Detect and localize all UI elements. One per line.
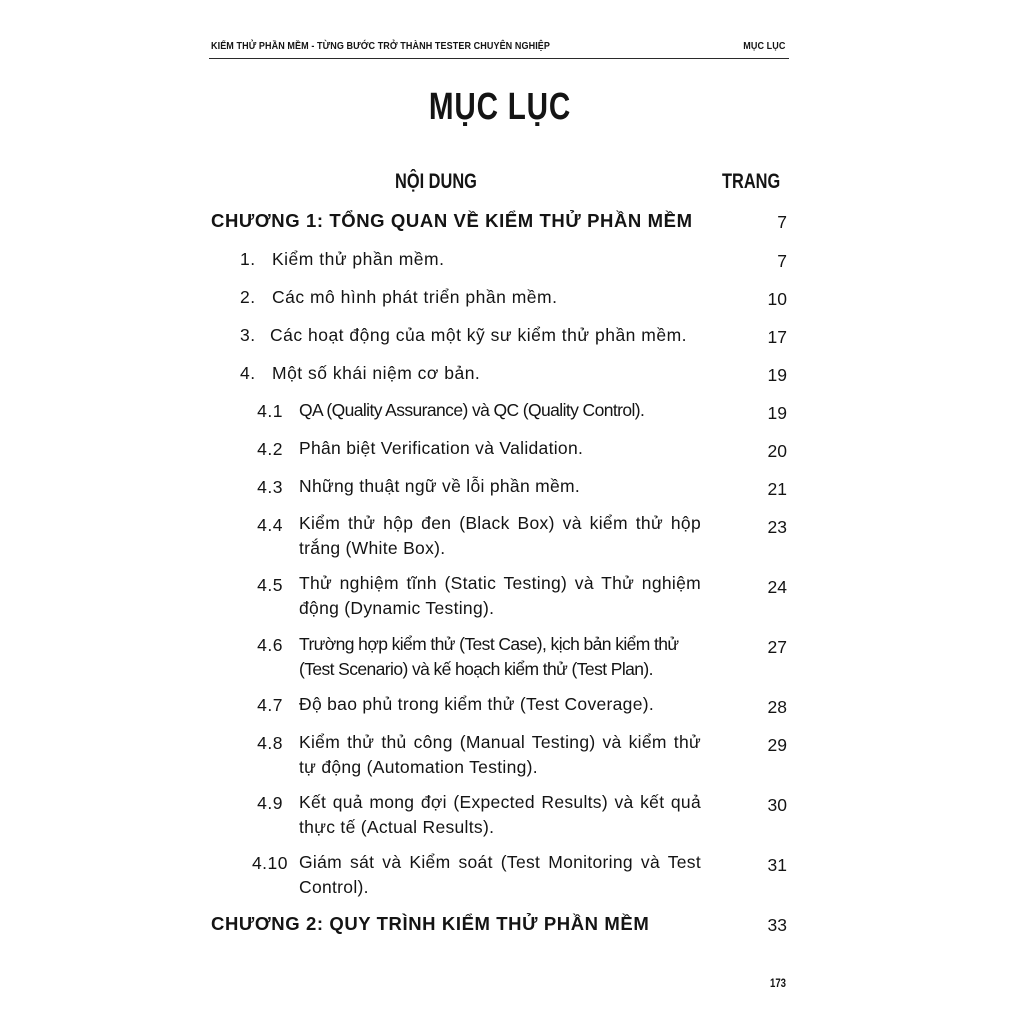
column-head-content: NỘI DUNG [395,170,477,193]
subitem-page: 23 [767,517,787,537]
subitem-number: 4.9 [257,793,283,813]
subitem-page: 29 [767,735,787,755]
subitem-text: Kiểm thử thủ công (Manual Testing) và kiểm thử tự động (Automation Testing). [299,732,701,777]
item-text: Các mô hình phát triển phần mềm. [272,287,558,307]
subitem-number: 4.2 [257,439,283,459]
subitem-number: 4.7 [257,695,283,715]
subitem-page: 21 [767,479,787,499]
running-header-section: MỤC LỤC [743,40,786,52]
item-text: Các hoạt động của một kỹ sư kiểm thử phần mềm. [270,325,688,345]
subitem-text: Trường hợp kiểm thử (Test Case), kịch bản kiểm thử (Test Scenario) và kế hoạch kiểm thử (Test Plan). [299,634,679,679]
subitem-text: Thử nghiệm tĩnh (Static Testing) và Thử nghiệm động (Dynamic Testing). [299,573,701,618]
item-number: 1. [240,249,256,269]
item-page: 7 [777,251,787,271]
header-divider [209,58,789,59]
subitem-number: 4.3 [257,477,283,497]
subitem-page: 28 [767,697,787,717]
running-header [211,40,786,56]
column-head-page: TRANG [722,170,781,193]
subitem-page: 19 [767,403,787,423]
subitem-number: 4.1 [257,401,283,421]
subitem-page: 20 [767,441,787,461]
chapter-1-page: 7 [777,212,787,232]
subitem-number: 4.5 [257,575,283,595]
subitem-page: 27 [767,637,787,657]
subitem-text: Phân biệt Verification và Validation. [299,438,584,458]
item-number: 3. [240,325,256,345]
subitem-text: Độ bao phủ trong kiểm thử (Test Coverage). [299,694,655,714]
subitem-number: 4.4 [257,515,283,535]
subitem-number: 4.8 [257,733,283,753]
subitem-text: Kết quả mong đợi (Expected Results) và kết quả thực tế (Actual Results). [299,792,701,837]
subitem-page: 31 [767,855,787,875]
subitem-number: 4.6 [257,635,283,655]
subitem-number: 4.10 [251,853,288,873]
subitem-text: Kiểm thử hộp đen (Black Box) và kiểm thử hộp trắng (White Box). [299,513,701,558]
subitem-page: 30 [767,795,787,815]
chapter-2-title: CHƯƠNG 2: QUY TRÌNH KIỂM THỬ PHẦN MỀM [211,913,650,934]
subitem-page: 24 [767,577,787,597]
page-number: 173 [770,976,787,990]
chapter-1-title: CHƯƠNG 1: TỔNG QUAN VỀ KIỂM THỬ PHẦN MỀM [211,210,693,231]
running-header-title: KIỂM THỬ PHẦN MỀM - TỪNG BƯỚC TRỞ THÀNH TESTER CHUYÊN NGHIỆP [211,40,551,52]
subitem-text: Giám sát và Kiểm soát (Test Monitoring và Test Control). [299,852,701,897]
subitem-text: QA (Quality Assurance) và QC (Quality Control). [299,400,645,420]
page-title: MỤC LỤC [428,86,572,128]
item-number: 4. [240,363,256,383]
item-page: 10 [767,289,787,309]
item-number: 2. [240,287,256,307]
chapter-2-page: 33 [767,915,787,935]
item-page: 17 [767,327,787,347]
item-text: Một số khái niệm cơ bản. [272,363,481,383]
item-text: Kiểm thử phần mềm. [272,249,445,269]
subitem-text: Những thuật ngữ về lỗi phần mềm. [299,476,581,496]
item-page: 19 [767,365,787,385]
